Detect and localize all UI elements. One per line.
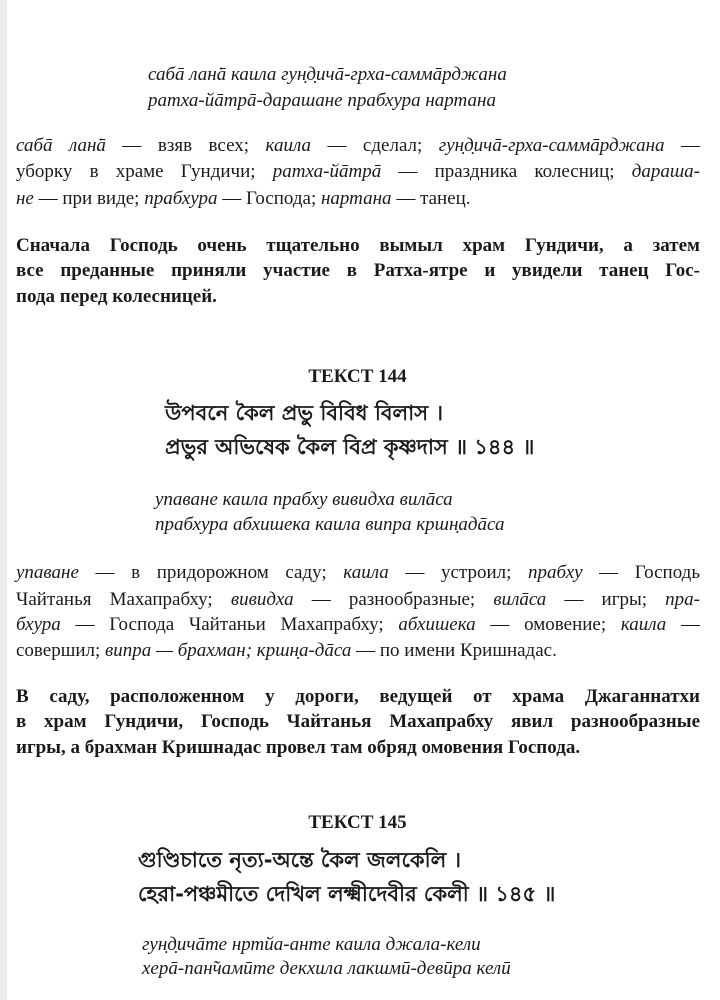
definition-text: —: [664, 135, 700, 156]
sanskrit-term: бхура: [16, 614, 61, 635]
sanskrit-term: сабā лан̇ā: [16, 135, 106, 156]
definition-text: — при виде;: [33, 188, 145, 209]
definition-text: — по имени Кришнадас.: [351, 640, 557, 661]
bengali-line: উপবনে কৈল প্রভু বিবিধ বিলাস ।: [165, 401, 443, 425]
bengali-line: গুণ্ডিচাতে নৃত্য-অন্তে কৈল জলকেলি ।: [138, 848, 462, 872]
definition-text: уборку в храме Гундичи;: [16, 161, 273, 182]
sanskrit-term: прабхура: [144, 188, 218, 209]
sanskrit-term: дарашa-: [631, 161, 700, 182]
definition-text: — в придорожном саду;: [78, 562, 344, 583]
verse-heading: ТЕКСТ 144: [308, 366, 407, 387]
sanskrit-term: не: [16, 188, 34, 209]
definition-text: — Господь: [582, 562, 700, 583]
transliteration-line: сабā лан̇ā каила гун̣д̣ичā-грха-саммāрджана: [148, 64, 507, 85]
definition-text: — разнообразные;: [293, 589, 494, 610]
sanskrit-term: прабху: [528, 562, 583, 583]
translation-line: в храм Гундичи, Господь Чайтанья Махапрабху явил разнообразные: [16, 711, 700, 732]
page-edge: [0, 0, 7, 1000]
sanskrit-term: абхишека: [398, 614, 476, 635]
sanskrit-term: гун̣д̣ичā-грха-саммāрджана: [438, 135, 665, 156]
definition-text: — взяв всех;: [105, 135, 266, 156]
definition-text: совершил;: [16, 640, 106, 661]
sanskrit-term: упаване: [16, 562, 79, 583]
sanskrit-term: каила: [343, 562, 389, 583]
definition-text: — Господа;: [217, 188, 321, 209]
sanskrit-term: вилāса: [493, 589, 547, 610]
definition-text: — сделал;: [310, 135, 439, 156]
sanskrit-term: ратха-йāтрā: [272, 161, 382, 182]
sanskrit-term: каила: [265, 135, 311, 156]
synonyms-line: [16, 160, 700, 184]
synonyms-line: [16, 187, 471, 211]
sanskrit-term: нартана: [321, 188, 392, 209]
synonyms-line: [16, 134, 700, 158]
transliteration-line: гун̣д̣ичāте нртйа-анте каила джала-кели: [142, 934, 481, 955]
transliteration-line: упаване каила прабху вивидха вилāса: [155, 489, 453, 510]
transliteration-line: прабхура абхишека каила випра кршн̣адāса: [155, 514, 505, 535]
definition-text: — устроил;: [388, 562, 529, 583]
synonyms-line: [16, 588, 700, 612]
translation-line: Сначала Господь очень тщательно вымыл храм Гундичи, а затем: [16, 235, 700, 256]
synonyms-line: [16, 561, 700, 585]
sanskrit-term: пра-: [665, 589, 700, 610]
definition-text: — танец.: [391, 188, 471, 209]
translation-line: все преданные приняли участие в Ратха-ятре и увидели танец Гос-: [16, 260, 700, 281]
synonyms-line: [16, 613, 700, 637]
translation-line: игры, а брахман Кришнадас провел там обряд омовения Господа.: [16, 737, 581, 758]
sanskrit-term: випра — брахман; кршн̣а-дāса: [105, 640, 352, 661]
sanskrit-term: каила: [620, 614, 667, 635]
definition-text: Чайтанья Махапрабху;: [16, 589, 231, 610]
bengali-line: প্রভুর অভিষেক কৈল বিপ্র কৃষ্ণদাস ॥ ১৪৪ ॥: [165, 435, 535, 459]
transliteration-line: херā-пан̃чамӣте декхила лакшмӣ-девӣра келӣ: [142, 958, 511, 979]
verse-heading: ТЕКСТ 145: [308, 812, 407, 833]
translation-line: пода перед колесницей.: [16, 286, 217, 307]
transliteration-line: ратха-йāтрā-дарашане прабхура нартана: [148, 90, 496, 111]
definition-text: — Господа Чайтаньи Махапрабху;: [60, 614, 399, 635]
definition-text: — омовение;: [475, 614, 621, 635]
bengali-line: হেরা-পঞ্চমীতে দেখিল লক্ষ্মীদেবীর কেলী ॥ ১৪৫ ॥: [138, 882, 556, 906]
definition-text: — праздника колесниц;: [381, 161, 632, 182]
sanskrit-term: вивидха: [230, 589, 294, 610]
definition-text: —: [666, 614, 700, 635]
synonyms-line: [16, 639, 557, 663]
translation-line: В саду, расположенном у дороги, ведущей от храма Джаганнатхи: [16, 686, 700, 707]
definition-text: — игры;: [546, 589, 666, 610]
